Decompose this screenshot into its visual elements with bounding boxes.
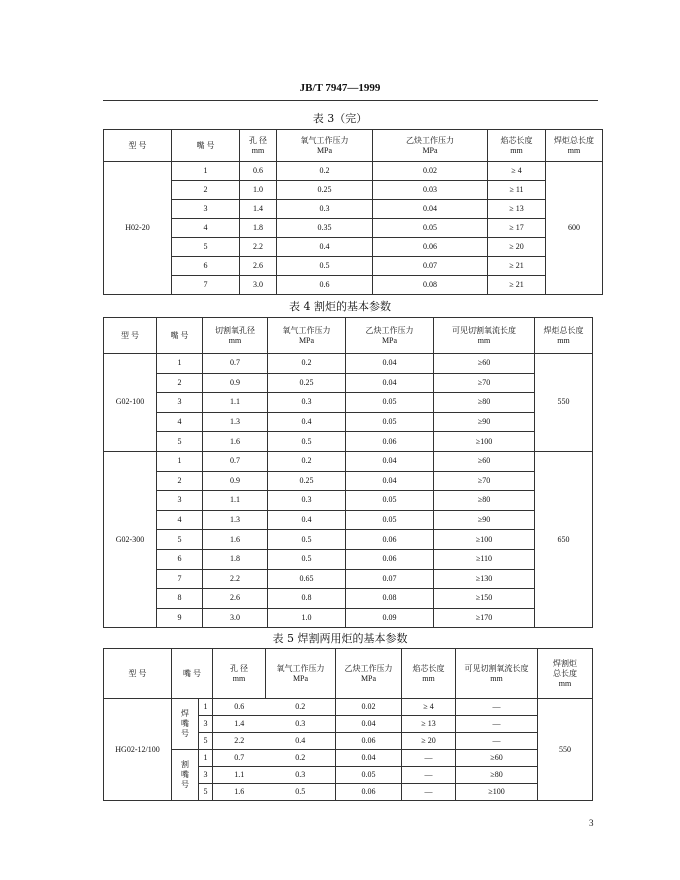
acetylene-cell: 0.05: [346, 393, 434, 413]
flame-cell: ≥ 17: [488, 219, 546, 238]
jet-cell: —: [456, 733, 538, 750]
acetylene-cell: 0.04: [336, 750, 402, 767]
jet-cell: ≥130: [434, 569, 535, 589]
acetylene-cell: 0.07: [373, 257, 488, 276]
table5: [103, 648, 593, 801]
jet-cell: ≥70: [434, 373, 535, 393]
col-jet-unit: mm: [477, 335, 491, 345]
col-flame-label: 焰芯长度: [500, 135, 533, 145]
hole-cell: 0.7: [213, 750, 266, 767]
col-acetylene-unit: MPa: [422, 145, 438, 155]
col-model: 型 号: [104, 318, 157, 354]
group-char: 焊: [181, 709, 189, 718]
table-row: [104, 589, 593, 609]
col-hole: [203, 318, 268, 354]
nozzle-cell: 9: [157, 608, 203, 628]
flame-cell: ≥ 4: [402, 699, 456, 716]
jet-cell: ≥80: [434, 393, 535, 413]
table-row: [104, 200, 603, 219]
hole-cell: 1.8: [240, 219, 277, 238]
hole-cell: 1.1: [203, 491, 268, 511]
flame-cell: ≥ 13: [488, 200, 546, 219]
col-total-unit: mm: [567, 145, 581, 155]
col-flame-unit: mm: [510, 145, 523, 155]
oxygen-cell: 0.5: [268, 432, 346, 452]
total-cell: 550: [538, 699, 593, 801]
col-oxygen-label: 氧气工作压力: [300, 135, 349, 145]
col-hole-unit: mm: [251, 145, 265, 155]
col-oxygen-label: 氧气工作压力: [276, 663, 325, 673]
oxygen-cell: 0.2: [266, 699, 336, 716]
flame-cell: —: [402, 784, 456, 801]
group-char: 嘴: [181, 770, 189, 779]
col-total-unit: mm: [558, 678, 572, 688]
hole-cell: 0.9: [203, 373, 268, 393]
table-row: [104, 412, 593, 432]
nozzle-cell: 1: [157, 354, 203, 374]
col-acetylene-unit: MPa: [381, 335, 398, 345]
jet-cell: ≥80: [434, 491, 535, 511]
jet-cell: ≥70: [434, 471, 535, 491]
col-hole: [240, 130, 277, 162]
acetylene-cell: 0.04: [373, 200, 488, 219]
nozzle-cell: 1: [172, 162, 240, 181]
col-hole-unit: mm: [228, 335, 242, 345]
col-jet-label: 可见切割氧流长度: [452, 325, 516, 335]
nozzle-cell: 3: [172, 200, 240, 219]
nozzle-cell: 5: [157, 432, 203, 452]
table-row: [104, 276, 603, 295]
table-row: [104, 354, 593, 374]
oxygen-cell: 0.3: [266, 716, 336, 733]
col-acetylene-label: 乙炔工作压力: [344, 663, 393, 673]
hole-cell: 1.3: [203, 412, 268, 432]
col-total: [538, 649, 593, 699]
oxygen-cell: 0.2: [277, 162, 373, 181]
oxygen-cell: 0.25: [268, 373, 346, 393]
col-acetylene-label: 乙炔工作压力: [365, 325, 414, 335]
acetylene-cell: 0.04: [346, 451, 434, 471]
nozzle-cell: 1: [157, 451, 203, 471]
table-row: [104, 219, 603, 238]
nozzle-cell: 4: [172, 219, 240, 238]
flame-cell: ≥ 20: [402, 733, 456, 750]
table5-header-row: [104, 649, 593, 699]
model-cell: H02-20: [104, 162, 172, 295]
jet-cell: ≥150: [434, 589, 535, 609]
acetylene-cell: 0.05: [336, 767, 402, 784]
oxygen-cell: 0.3: [277, 200, 373, 219]
acetylene-cell: 0.06: [346, 549, 434, 569]
col-flame: [402, 649, 456, 699]
hole-cell: 0.7: [203, 354, 268, 374]
oxygen-cell: 0.5: [268, 549, 346, 569]
hole-cell: 2.6: [203, 589, 268, 609]
hole-cell: 1.8: [203, 549, 268, 569]
table-row: [104, 373, 593, 393]
hole-cell: 1.1: [213, 767, 266, 784]
oxygen-cell: 0.4: [268, 412, 346, 432]
hole-cell: 0.6: [213, 699, 266, 716]
oxygen-cell: 1.0: [268, 608, 346, 628]
table-row: [104, 162, 603, 181]
flame-cell: —: [402, 750, 456, 767]
col-flame: [488, 130, 546, 162]
hole-cell: 0.9: [203, 471, 268, 491]
oxygen-cell: 0.4: [268, 510, 346, 530]
acetylene-cell: 0.04: [336, 716, 402, 733]
nozzle-group-label: [172, 699, 199, 750]
total-cell: 650: [535, 451, 593, 627]
flame-cell: ≥ 21: [488, 276, 546, 295]
acetylene-cell: 0.04: [346, 471, 434, 491]
table-row: [104, 750, 593, 767]
table3-caption: 表 3（完）: [312, 112, 368, 125]
flame-cell: ≥ 4: [488, 162, 546, 181]
acetylene-cell: 0.02: [373, 162, 488, 181]
nozzle-cell: 2: [157, 373, 203, 393]
acetylene-cell: 0.08: [346, 589, 434, 609]
acetylene-cell: 0.09: [346, 608, 434, 628]
oxygen-cell: 0.25: [268, 471, 346, 491]
jet-cell: ≥100: [434, 432, 535, 452]
group-char: 号: [181, 780, 189, 789]
col-hole: [213, 649, 266, 699]
table-row: [104, 451, 593, 471]
acetylene-cell: 0.06: [336, 733, 402, 750]
nozzle-cell: 3: [157, 491, 203, 511]
jet-cell: ≥90: [434, 412, 535, 432]
table-row: [104, 530, 593, 550]
col-jet-unit: mm: [490, 673, 503, 683]
col-jet: [434, 318, 535, 354]
total-cell: 550: [535, 354, 593, 452]
group-char: 割: [181, 760, 189, 769]
oxygen-cell: 0.4: [277, 238, 373, 257]
col-jet: [456, 649, 538, 699]
hole-cell: 1.6: [203, 432, 268, 452]
col-flame-unit: mm: [422, 673, 435, 683]
nozzle-cell: 1: [199, 750, 213, 767]
table-row: [104, 569, 593, 589]
oxygen-cell: 0.65: [268, 569, 346, 589]
col-model: 型 号: [104, 130, 172, 162]
jet-cell: ≥90: [434, 510, 535, 530]
nozzle-cell: 6: [172, 257, 240, 276]
acetylene-cell: 0.07: [346, 569, 434, 589]
nozzle-cell: 5: [172, 238, 240, 257]
col-total-label-1: 焊割炬: [553, 658, 577, 668]
acetylene-cell: 0.05: [373, 219, 488, 238]
flame-cell: ≥ 13: [402, 716, 456, 733]
nozzle-cell: 2: [157, 471, 203, 491]
jet-cell: ≥80: [456, 767, 538, 784]
nozzle-cell: 6: [157, 549, 203, 569]
flame-cell: ≥ 21: [488, 257, 546, 276]
acetylene-cell: 0.03: [373, 181, 488, 200]
acetylene-cell: 0.02: [336, 699, 402, 716]
oxygen-cell: 0.2: [268, 354, 346, 374]
table-row: [104, 549, 593, 569]
col-nozzle: 嘴 号: [172, 649, 213, 699]
acetylene-cell: 0.06: [373, 238, 488, 257]
flame-cell: ≥ 20: [488, 238, 546, 257]
hole-cell: 3.0: [240, 276, 277, 295]
nozzle-cell: 3: [199, 767, 213, 784]
table-row: [104, 181, 603, 200]
oxygen-cell: 0.3: [268, 491, 346, 511]
jet-cell: ≥110: [434, 549, 535, 569]
oxygen-cell: 0.2: [266, 750, 336, 767]
col-acetylene: [373, 130, 488, 162]
table-row: [104, 432, 593, 452]
hole-cell: 1.4: [240, 200, 277, 219]
oxygen-cell: 0.5: [268, 530, 346, 550]
acetylene-cell: 0.05: [346, 491, 434, 511]
jet-cell: ≥60: [434, 451, 535, 471]
hole-cell: 1.0: [240, 181, 277, 200]
nozzle-cell: 5: [199, 784, 213, 801]
acetylene-cell: 0.05: [346, 510, 434, 530]
acetylene-cell: 0.08: [373, 276, 488, 295]
table-row: [104, 491, 593, 511]
standard-header: JB/T 7947—1999: [299, 82, 381, 94]
oxygen-cell: 0.2: [268, 451, 346, 471]
jet-cell: ≥60: [434, 354, 535, 374]
nozzle-cell: 8: [157, 589, 203, 609]
hole-cell: 2.6: [240, 257, 277, 276]
oxygen-cell: 0.8: [268, 589, 346, 609]
hole-cell: 3.0: [203, 608, 268, 628]
header-rule: [103, 100, 598, 101]
col-acetylene: [336, 649, 402, 699]
col-total-unit: mm: [557, 335, 570, 345]
col-total-label-2: 总长度: [553, 668, 577, 678]
acetylene-cell: 0.04: [346, 354, 434, 374]
acetylene-cell: 0.06: [336, 784, 402, 801]
jet-cell: —: [456, 716, 538, 733]
col-oxygen: [268, 318, 346, 354]
col-model: 型 号: [104, 649, 172, 699]
table5-caption: 表 5 焊割两用炬的基本参数: [272, 632, 408, 645]
col-oxygen: [277, 130, 373, 162]
oxygen-cell: 0.3: [266, 767, 336, 784]
col-total-label: 焊炬总长度: [543, 325, 584, 335]
col-acetylene-label: 乙炔工作压力: [406, 135, 454, 145]
col-oxygen: [266, 649, 336, 699]
oxygen-cell: 0.35: [277, 219, 373, 238]
acetylene-cell: 0.04: [346, 373, 434, 393]
oxygen-cell: 0.4: [266, 733, 336, 750]
hole-cell: 2.2: [240, 238, 277, 257]
nozzle-cell: 1: [199, 699, 213, 716]
col-hole-label: 切割氧孔径: [215, 325, 255, 335]
col-oxygen-unit: MPa: [298, 335, 315, 345]
col-hole-label: 孔 径: [249, 135, 267, 145]
hole-cell: 2.2: [213, 733, 266, 750]
col-hole-unit: mm: [232, 673, 246, 683]
col-total: [546, 130, 603, 162]
nozzle-cell: 4: [157, 412, 203, 432]
oxygen-cell: 0.5: [277, 257, 373, 276]
hole-cell: 1.1: [203, 393, 268, 413]
group-char: 号: [181, 729, 189, 738]
group-char: 嘴: [181, 719, 189, 728]
col-nozzle: 嘴 号: [157, 318, 203, 354]
col-oxygen-unit: MPa: [292, 673, 309, 683]
nozzle-cell: 5: [157, 530, 203, 550]
acetylene-cell: 0.06: [346, 530, 434, 550]
table3: [103, 129, 603, 295]
table-row: [104, 393, 593, 413]
oxygen-cell: 0.6: [277, 276, 373, 295]
hole-cell: 0.6: [240, 162, 277, 181]
hole-cell: 2.2: [203, 569, 268, 589]
table4: [103, 317, 593, 628]
nozzle-group-label: [172, 750, 199, 801]
jet-cell: ≥100: [434, 530, 535, 550]
jet-cell: ≥170: [434, 608, 535, 628]
table4-header-row: [104, 318, 593, 354]
total-cell: 600: [546, 162, 603, 295]
col-jet-label: 可见切割氧流长度: [464, 663, 529, 673]
table-row: [104, 471, 593, 491]
table-row: [104, 257, 603, 276]
table3-header-row: [104, 130, 603, 162]
flame-cell: —: [402, 767, 456, 784]
col-acetylene-unit: MPa: [360, 673, 377, 683]
nozzle-cell: 3: [199, 716, 213, 733]
hole-cell: 1.3: [203, 510, 268, 530]
col-flame-label: 焰芯长度: [412, 663, 445, 673]
col-oxygen-unit: MPa: [316, 145, 333, 155]
oxygen-cell: 0.3: [268, 393, 346, 413]
hole-cell: 1.4: [213, 716, 266, 733]
table-row: [104, 608, 593, 628]
jet-cell: —: [456, 699, 538, 716]
model-cell: G02-100: [104, 354, 157, 452]
table-row: [104, 238, 603, 257]
model-cell: HG02-12/100: [104, 699, 172, 801]
nozzle-cell: 5: [199, 733, 213, 750]
jet-cell: ≥60: [456, 750, 538, 767]
oxygen-cell: 0.5: [266, 784, 336, 801]
acetylene-cell: 0.05: [346, 412, 434, 432]
nozzle-cell: 7: [172, 276, 240, 295]
model-cell: G02-300: [104, 451, 157, 627]
nozzle-cell: 3: [157, 393, 203, 413]
nozzle-cell: 4: [157, 510, 203, 530]
acetylene-cell: 0.06: [346, 432, 434, 452]
col-hole-label: 孔 径: [230, 663, 248, 673]
nozzle-cell: 7: [157, 569, 203, 589]
table4-caption: 表 4 割炬的基本参数: [289, 300, 391, 313]
col-total: [535, 318, 593, 354]
table-row: [104, 699, 593, 716]
nozzle-cell: 2: [172, 181, 240, 200]
table-row: [104, 510, 593, 530]
hole-cell: 1.6: [213, 784, 266, 801]
jet-cell: ≥100: [456, 784, 538, 801]
col-oxygen-label: 氧气工作压力: [282, 325, 331, 335]
oxygen-cell: 0.25: [277, 181, 373, 200]
hole-cell: 1.6: [203, 530, 268, 550]
page-number: 3: [589, 818, 594, 828]
col-acetylene: [346, 318, 434, 354]
hole-cell: 0.7: [203, 451, 268, 471]
col-nozzle: 嘴 号: [172, 130, 240, 162]
flame-cell: ≥ 11: [488, 181, 546, 200]
col-total-label: 焊炬总长度: [554, 135, 594, 145]
